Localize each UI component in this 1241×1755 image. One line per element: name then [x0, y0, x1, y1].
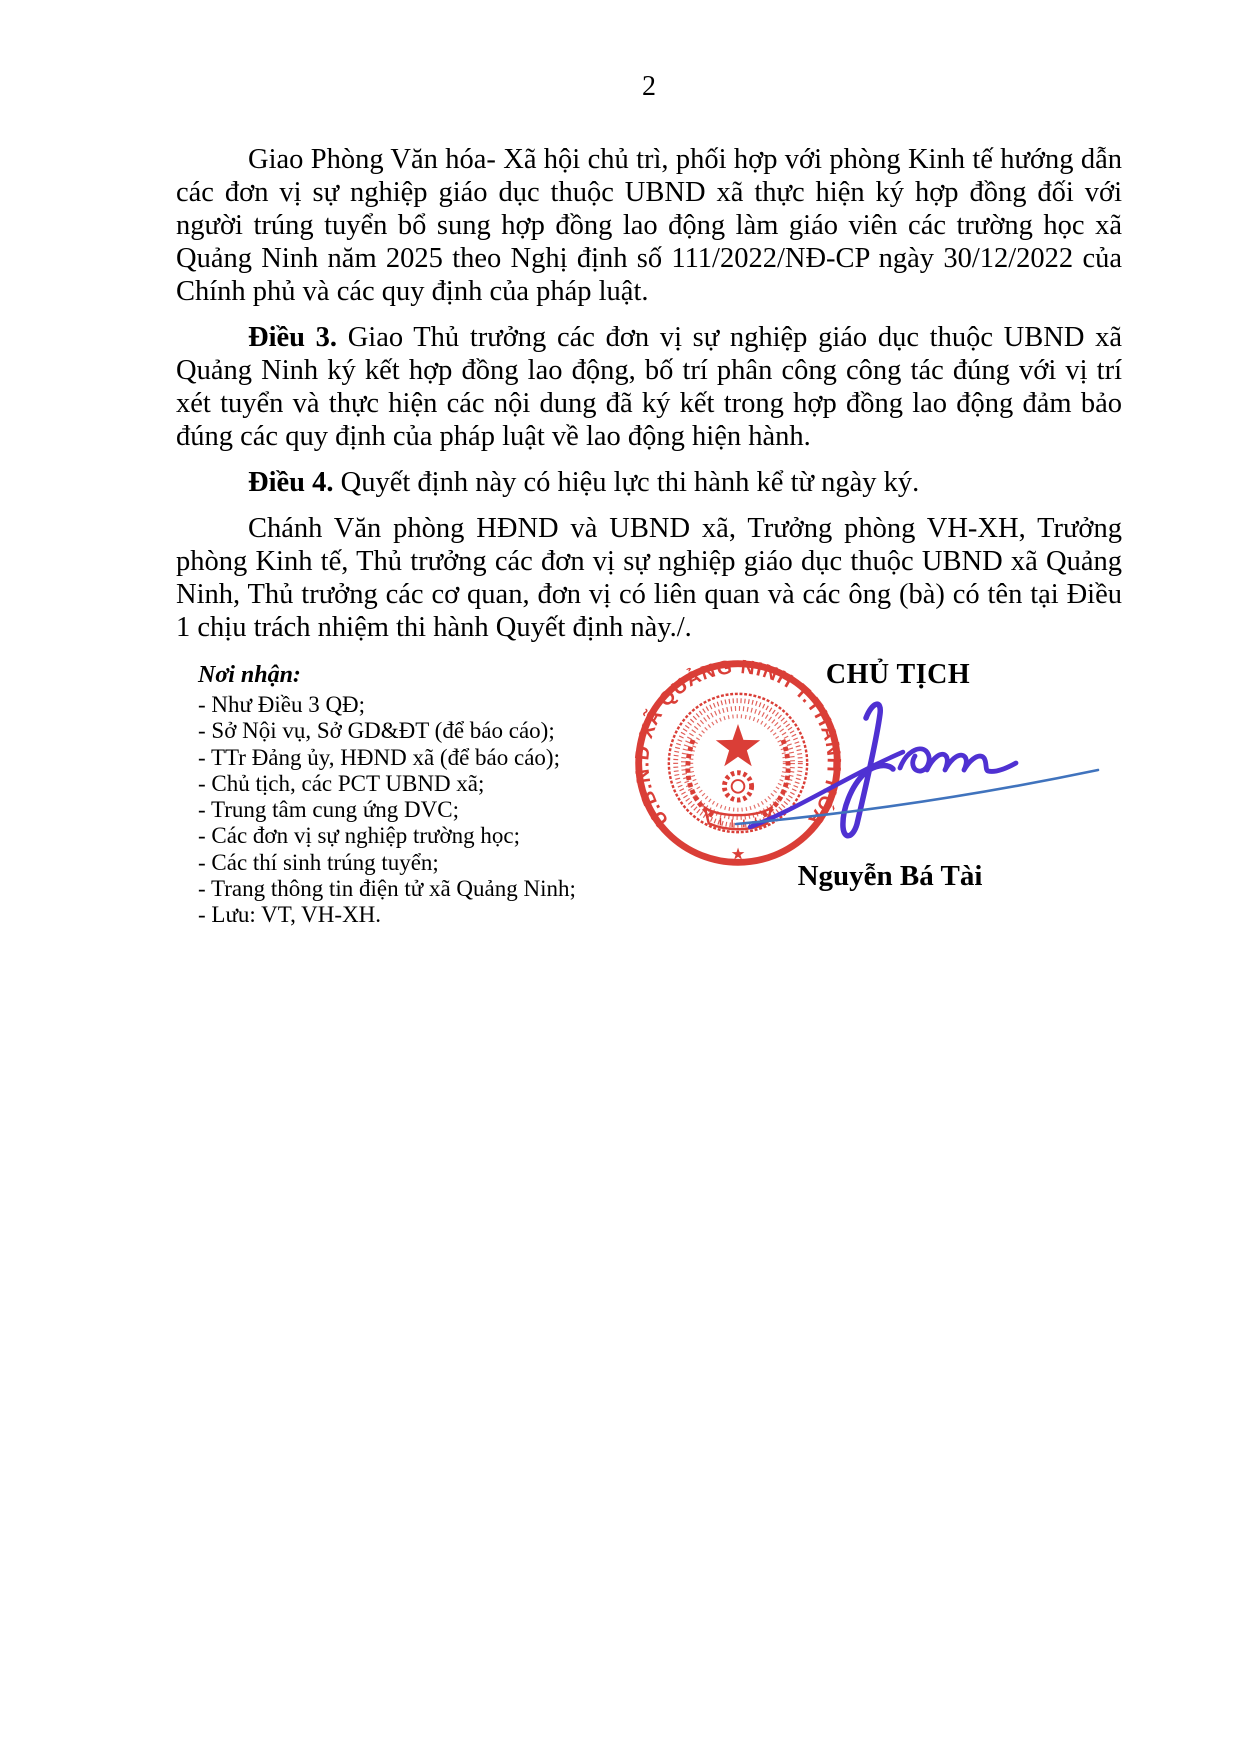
wheat-right [763, 740, 788, 816]
wheat-left [688, 740, 713, 816]
national-emblem-star-icon [716, 724, 760, 766]
recipient-item: - Như Điều 3 QĐ; [198, 692, 366, 717]
article-label-dieu-3: Điều 3. [248, 322, 338, 353]
paragraph-3 [176, 466, 1122, 499]
paragraph-text: Chánh Văn phòng HĐND và UBND xã, Trưởng phòng VH-XH, Trưởng phòng Kinh tế, Thủ trưởng các đơn vị sự nghiệp giáo dục thuộc UBND xã Quảng Ninh, Thủ trưởng các cơ quan, đơn vị có liên quan và các ông (bà) có tên tại Điều 1 chịu trách nhiệm thi hành Quyết định này./. [176, 513, 1122, 643]
paragraph-4 [176, 512, 1122, 644]
seal-ring-text: U.B.N.D XÃ QUẢNG NINH T.THANH HÓA [631, 656, 845, 831]
recipient-item: - Các thí sinh trúng tuyển; [198, 849, 439, 875]
recipient-item: - Chủ tịch, các PCT UBND xã; [198, 770, 485, 796]
article-label-dieu-4: Điều 4. [248, 467, 334, 498]
document-body [176, 143, 1122, 644]
chairman-name: Nguyễn Bá Tài [797, 860, 983, 892]
paragraph-text: Giao Phòng Văn hóa- Xã hội chủ trì, phối hợp với phòng Kinh tế hướng dẫn các đơn vị sự nghiệp giáo dục thuộc UBND xã thực hiện ký hợp đồng đối với người trúng tuyển bổ sung hợp đồng lao động làm giáo viên các trường học xã Quảng Ninh năm 2025 theo Nghị định số 111/2022/NĐ-CP ngày 30/12/2022 của Chính phủ và các quy định của pháp luật. [176, 144, 1122, 307]
signature-m-stroke [927, 754, 1016, 771]
recipient-item: - Lưu: VT, VH-XH. [198, 902, 382, 928]
paragraph-1 [176, 143, 1122, 308]
paragraph-text: Quyết định này có hiệu lực thi hành kể từ ngày ký. [333, 467, 920, 498]
recipient-item: - Sở Nội vụ, Sở GD&ĐT (để báo cáo); [198, 718, 555, 744]
signature-a-stroke [900, 749, 929, 771]
page-number: 2 [642, 71, 656, 102]
cog-icon [724, 773, 751, 800]
chairman-title: CHỦ TỊCH [825, 659, 971, 690]
seal-star-icon: ★ [730, 844, 746, 864]
paragraph-text: Giao Thủ trưởng các đơn vị sự nghiệp giáo dục thuộc UBND xã Quảng Ninh ký kết hợp đồng lao động, bố trí phân công công tác đúng với vị trí xét tuyển và thực hiện các nội dung đã ký kết trong hợp đồng lao động đảm bảo đúng các quy định của pháp luật về lao động hiện hành. [176, 322, 1122, 452]
recipient-item: - Trang thông tin điện tử xã Quảng Ninh; [198, 876, 576, 902]
signature-loop-stroke [843, 704, 893, 835]
recipient-item: - TTr Đảng ủy, HĐND xã (để báo cáo); [198, 744, 560, 770]
recipients-block [198, 661, 618, 929]
official-seal [626, 651, 850, 875]
recipients-heading: Nơi nhận: [198, 662, 301, 688]
recipient-item: - Các đơn vị sự nghiệp trường học; [198, 823, 521, 849]
recipient-item: - Trung tâm cung ứng DVC; [198, 797, 460, 823]
paragraph-2 [176, 321, 1122, 453]
